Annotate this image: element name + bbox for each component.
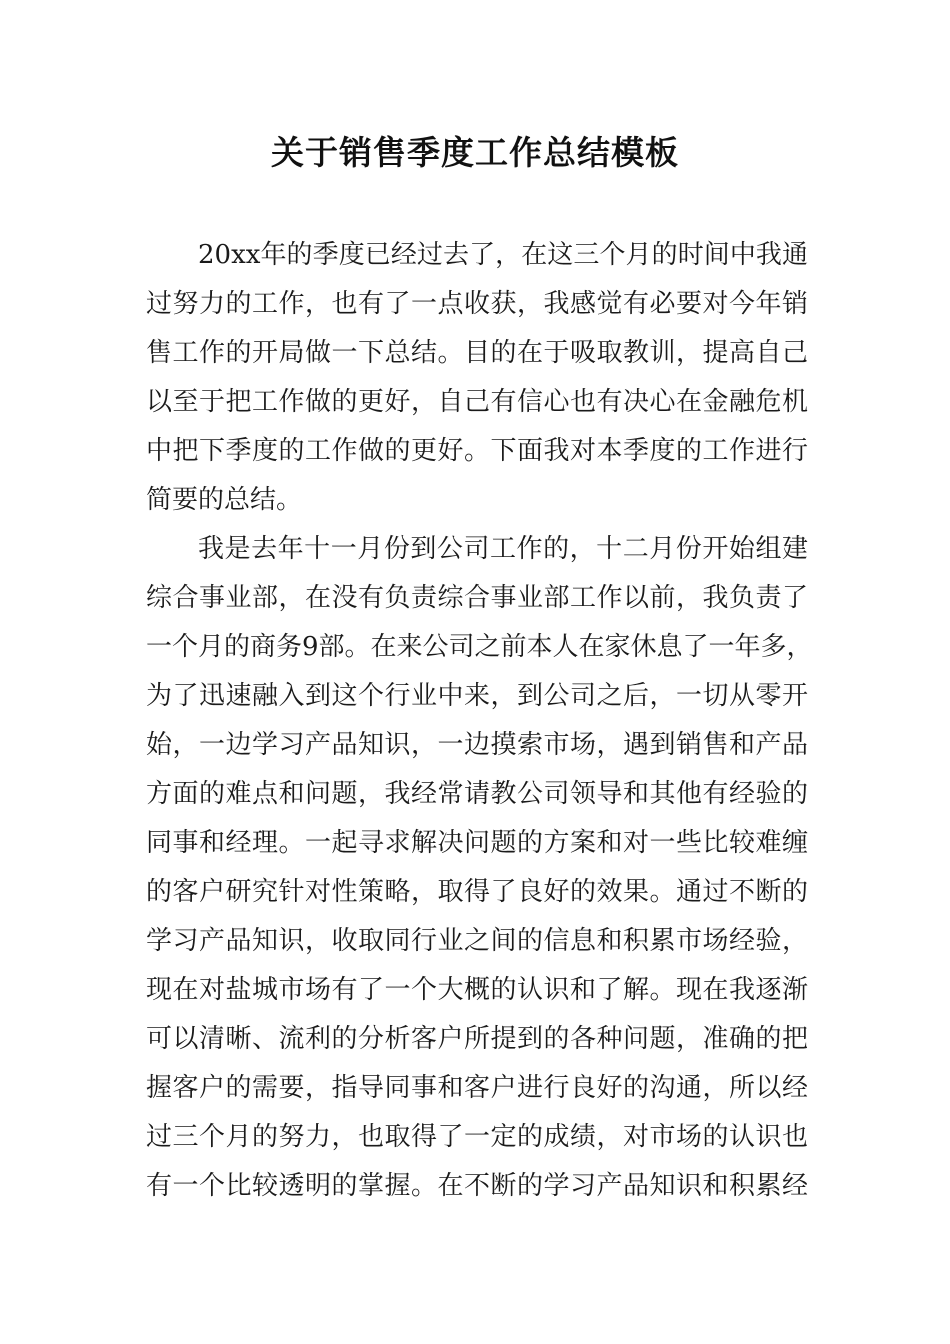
paragraph-2-line-14: 有一个比较透明的掌握。在不断的学习产品知识和积累经: [146, 1171, 808, 1201]
paragraph-2-line-3: 一个月的商务9部。在来公司之前本人在家休息了一年多，: [146, 632, 813, 662]
document-title: 关于销售季度工作总结模板: [271, 133, 679, 172]
paragraph-2-line-5: 始，一边学习产品知识，一边摸索市场，遇到销售和产品: [146, 730, 808, 760]
paragraph-2-line-9: 学习产品知识，收取同行业之间的信息和积累市场经验，: [146, 926, 808, 956]
paragraph-2-line-1: 我是去年十一月份到公司工作的，十二月份开始组建: [198, 534, 808, 564]
paragraph-2-line-13: 过三个月的努力，也取得了一定的成绩，对市场的认识也: [146, 1122, 808, 1152]
paragraph-2-line-12: 握客户的需要，指导同事和客户进行良好的沟通，所以经: [146, 1073, 808, 1103]
paragraph-1-line-4: 以至于把工作做的更好，自己有信心也有决心在金融危机: [146, 387, 808, 417]
paragraph-2-line-2: 综合事业部，在没有负责综合事业部工作以前，我负责了: [146, 583, 808, 613]
paragraph-2-line-4: 为了迅速融入到这个行业中来，到公司之后，一切从零开: [146, 681, 808, 711]
paragraph-1-line-1: 20xx年的季度已经过去了，在这三个月的时间中我通: [198, 240, 808, 270]
document-body: [146, 231, 813, 1211]
paragraph-1-line-6: 简要的总结。: [146, 485, 303, 515]
paragraph-1-line-5: 中把下季度的工作做的更好。下面我对本季度的工作进行: [146, 436, 808, 466]
paragraph-1-line-2: 过努力的工作，也有了一点收获，我感觉有必要对今年销: [146, 289, 808, 319]
paragraph-2-line-8: 的客户研究针对性策略，取得了良好的效果。通过不断的: [146, 877, 808, 907]
paragraph-2-line-11: 可以清晰、流利的分析客户所提到的各种问题，准确的把: [146, 1024, 808, 1054]
paragraph-2-line-10: 现在对盐城市场有了一个大概的认识和了解。现在我逐渐: [146, 975, 808, 1005]
paragraph-2-line-6: 方面的难点和问题，我经常请教公司领导和其他有经验的: [146, 779, 808, 809]
paragraph-1-line-3: 售工作的开局做一下总结。目的在于吸取教训，提高自己: [146, 338, 808, 368]
paragraph-2-line-7: 同事和经理。一起寻求解决问题的方案和对一些比较难缠: [146, 828, 808, 858]
